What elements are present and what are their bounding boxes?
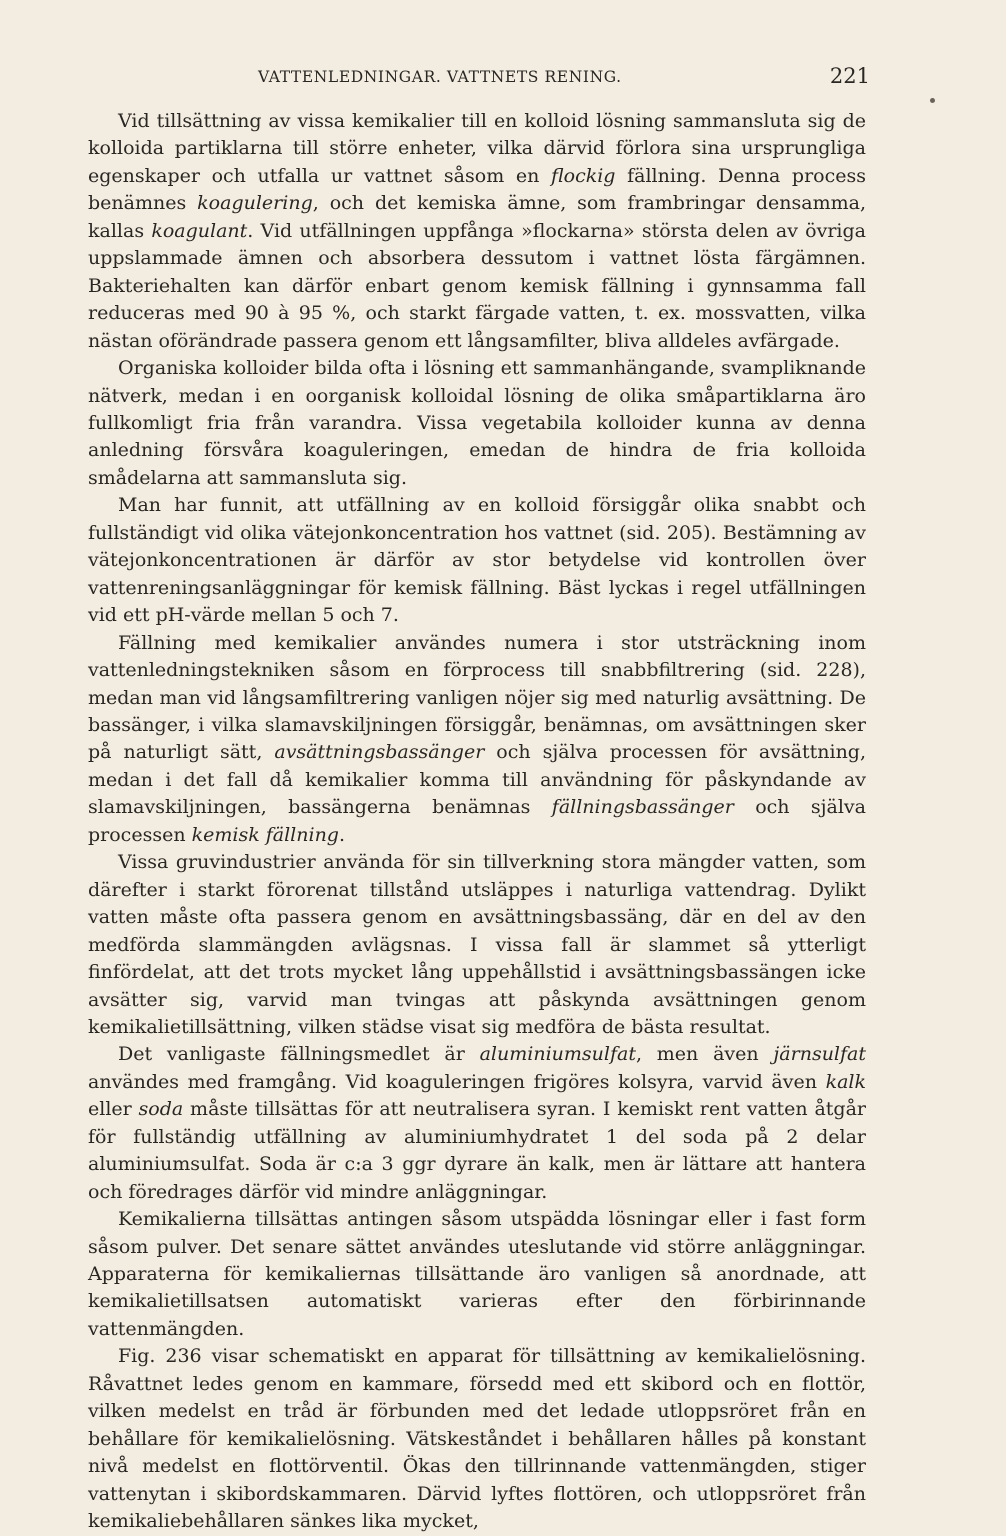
italic-term: soda — [138, 1098, 184, 1121]
text-run: . — [338, 823, 346, 846]
text-run: Det vanligaste fällningsmedlet är — [118, 1043, 480, 1066]
text-run: Man har funnit, att utfällning av en kolloid försiggår olika snabbt och fullständigt vid olika vätejonkoncentration hos vattnet (sid. 205). Bestämning av vätejonkoncentrationen är därför av stor betydelse vid kontrollen över vattenreningsanläggningar för kemisk fällning. Bäst lyckas i regel utfällningen vid ett pH-värde mellan 5 och 7. — [88, 494, 866, 627]
text-run: Vid tillsättning av vissa kemikalier till en kolloid lösning sammansluta sig de kolloida partiklarna till större enheter, vilka därvid förlora sina ursprungliga egenskaper och utfalla ur vattnet såsom en — [88, 110, 866, 187]
text-run: måste tillsättas för att neutralisera syran. I kemiskt rent vatten åtgår för fullständig utfällning av aluminiumhydratet 1 del soda på 2 delar aluminiumsulfat. Soda är c:a 3 ggr dyrare än kalk, men är lättare att hantera och föredrages därför vid mindre anläggningar. — [88, 1098, 866, 1203]
text-run: och själva processen — [88, 796, 866, 846]
running-head: VATTENLEDNINGAR. VATTNETS RENING. — [258, 68, 622, 86]
paragraph — [88, 1206, 866, 1343]
text-run: fällning. Denna process benämnes — [88, 164, 866, 215]
text-run: . Vid utfällningen uppfånga »flockarna» största delen av övriga uppslammade ämnen och absorbera dessutom i vattnet lösta färgämnen. Bakteriehalten kan därför enbart genom kemisk fällning i gynnsamma fall reduceras med 90 à 95 %, och starkt färgade vatten, t. ex. mossvatten, vilka nästan oförändrade passera genom ett långsamfilter, bliva alldeles avfärgade. — [88, 219, 866, 352]
italic-term: flockig — [550, 164, 616, 187]
text-run: Organiska kolloider bilda ofta i lösning ett sammanhängande, svampliknande nätverk, medan i en oorganisk kolloidal lösning de olika småpartiklarna äro fullkomligt fria från varandra. Vissa vegetabila kolloider kunna av denna anledning försvåra koaguleringen, emedan de hindra de fria kolloida smådelarna att sammansluta sig. — [88, 357, 866, 489]
paragraph — [88, 492, 866, 629]
text-run: och själva processen för avsättning, medan i det fall då kemikalier komma till användning för påskyndande av slamavskiljningen, bassängerna benämnas — [88, 741, 867, 819]
paragraph — [88, 1041, 866, 1206]
text-run: Fig. 236 visar schematiskt en apparat för tillsättning av kemikalielösning. Råvattnet ledes genom en kammare, försedd med ett skibord och en flottör, vilken medelst en tråd är förbunden med det ledade utloppsröret från en behållare för kemikalielösning. Vätskeståndet i behållaren hålles på konstant nivå medelst en flottörventil. Ökas den tillrinnande vattenmängden, stiger vattenytan i skibordskammaren. Därvid lyftes flottören, och utloppsröret från kemikaliebehållaren sänkes lika mycket, — [88, 1345, 866, 1533]
text-run: Kemikalierna tillsättas antingen såsom utspädda lösningar eller i fast form såsom pulver. Det senare sättet användes uteslutande vid större anläggningar. Apparaterna för kemikaliernas tillsättande äro vanligen så anordnade, att kemikalietillsatsen automatiskt varieras efter den förbirinnande vattenmängden. — [88, 1208, 866, 1340]
italic-term: järnsulfat — [773, 1043, 867, 1066]
paragraph — [88, 355, 866, 492]
paragraph — [88, 108, 866, 355]
italic-term: koagulant — [151, 219, 248, 242]
text-run: Fällning med kemikalier användes numera i stor utsträckning inom vattenledningstekniken såsom en förprocess till snabbfiltrering (sid. 228), medan man vid långsamfiltrering vanligen nöjer sig med naturlig avsättning. De bassänger, i vilka slamavskiljningen försiggår, benämnas, om avsättningen sker på naturligt sätt, — [88, 631, 866, 764]
paragraph — [88, 1343, 866, 1535]
text-run: användes med framgång. Vid koaguleringen frigöres kolsyra, varvid även — [88, 1070, 826, 1093]
margin-dot — [930, 98, 935, 103]
italic-term: avsättningsbassänger — [274, 741, 485, 764]
text-run: , och det kemiska ämne, som frambringar densamma, kallas — [88, 192, 866, 242]
italic-term: kalk — [825, 1070, 866, 1093]
text-run: eller — [88, 1098, 139, 1121]
text-run: , men även — [635, 1043, 774, 1066]
page-number: 221 — [829, 64, 870, 88]
page-header — [90, 64, 870, 92]
paragraph — [88, 849, 866, 1041]
italic-term: fällningsbassänger — [551, 796, 734, 819]
text-run: Vissa gruvindustrier använda för sin tillverkning stora mängder vatten, som därefter i starkt förorenat tillstånd utsläppes i naturliga vattendrag. Dylikt vatten måste ofta passera genom en avsättningsbassäng, där en del av den medförda slammängden avlägsnas. I vissa fall är slammet så ytterligt finfördelat, att det trots mycket lång uppehållstid i avsättningsbassängen icke avsätter sig, varvid man tvingas att påskynda avsättningen genom kemikalietillsättning, vilken städse visat sig medföra de bästa resultat. — [88, 851, 866, 1038]
body-text — [88, 108, 866, 1536]
italic-term: kemisk fällning — [191, 823, 339, 846]
italic-term: koagulering — [197, 192, 313, 215]
italic-term: aluminiumsulfat — [479, 1043, 636, 1066]
paragraph — [88, 630, 866, 850]
